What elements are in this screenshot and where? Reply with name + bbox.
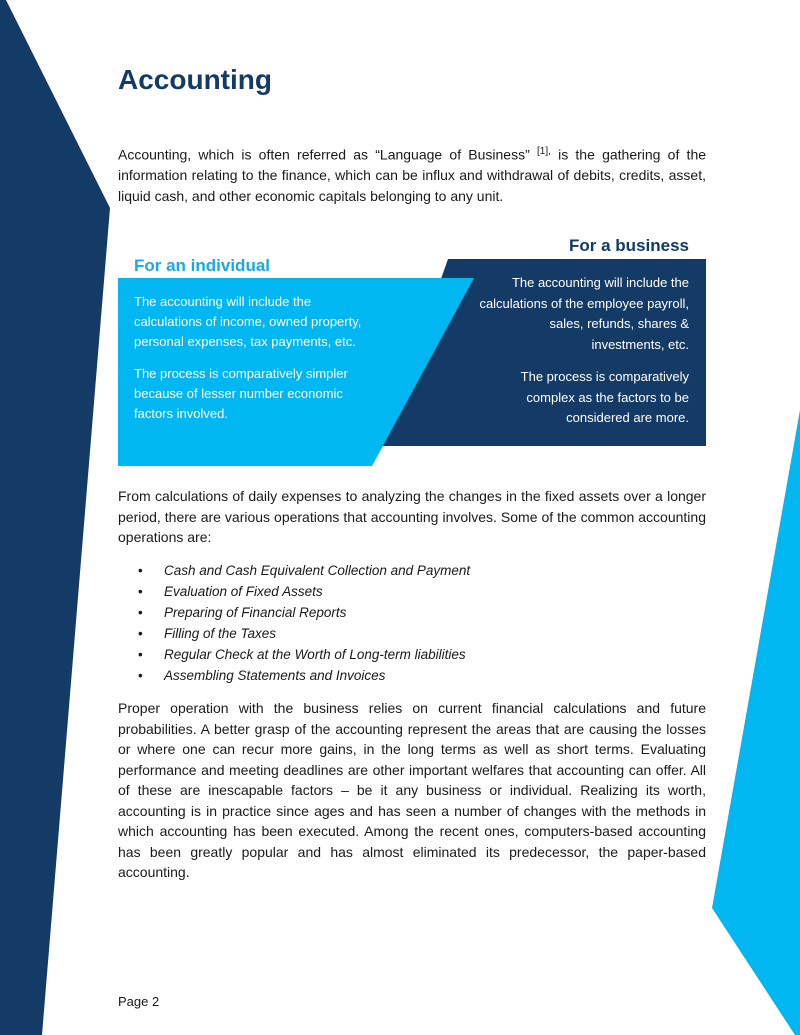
bullet-icon: • [138,563,143,578]
bullet-icon: • [138,647,143,662]
individual-label: For an individual [134,256,271,275]
individual-panel [134,292,374,436]
bullet-icon: • [138,626,143,641]
list-item-text: Assembling Statements and Invoices [164,668,386,683]
operations-list [138,560,470,686]
intro-text-end: is the gathering of the information relating to the finance, which can be influx and withdrawal of debits, credits, asset, liquid cash, and other economic capitals belonging to any unit. [118,146,707,204]
list-item [138,581,470,602]
bullet-icon: • [138,668,143,683]
page-title: Accounting [118,64,272,95]
intro-text-start: Accounting, which is often referred as “Language of Business” [118,146,530,163]
list-item [138,602,470,623]
business-desc: The accounting will include the calculations of the employee payroll, sales, refunds, shares & investments, etc. [479,275,689,352]
citation-ref: [1], [536,146,551,157]
intro-paragraph [118,142,706,206]
business-panel [474,273,689,441]
bullet-icon: • [138,605,143,620]
closing-paragraph: Proper operation with the business relies on current financial calculations and future probabilities. A better grasp of the accounting represent the areas that are causing the losses or where one can recur more gains, in the long terms as well as short terms. Evaluating performance and meeting deadlines are other important welfares that accounting can offer. All of these are inescapable factors – be it any business or individual. Realizing its worth, accounting is in practice since ages and has seen a number of changes with the methods in which accounting has been executed. Among the recent ones, computers-based accounting has been greatly popular and has almost eliminated its predecessor, the paper-based accounting. [118,700,706,880]
list-item-text: Regular Check at the Worth of Long-term liabilities [164,647,466,662]
list-item [138,644,470,665]
page-number: Page 2 [118,994,160,1009]
individual-note: The process is comparatively simpler because of lesser number economic factors involved. [134,366,348,421]
operations-intro: From calculations of daily expenses to analyzing the changes in the fixed assets over a longer period, there are various operations that accounting involves. Some of the common accounting operations are: [118,488,706,545]
business-note: The process is comparatively complex as the factors to be considered are more. [520,369,689,425]
bullet-icon: • [138,584,143,599]
list-item-text: Cash and Cash Equivalent Collection and Payment [164,563,471,578]
list-item-text: Evaluation of Fixed Assets [164,584,323,599]
list-item [138,623,470,644]
left-navy-shape [0,0,110,1035]
list-item [138,560,470,581]
business-label: For a business [569,236,689,255]
list-item-text: Filling of the Taxes [164,626,277,641]
list-item [138,665,470,686]
list-item-text: Preparing of Financial Reports [164,605,347,620]
individual-desc: The accounting will include the calculations of income, owned property, personal expenses, tax payments, etc. [134,294,362,349]
right-cyan-shape [712,410,800,1035]
